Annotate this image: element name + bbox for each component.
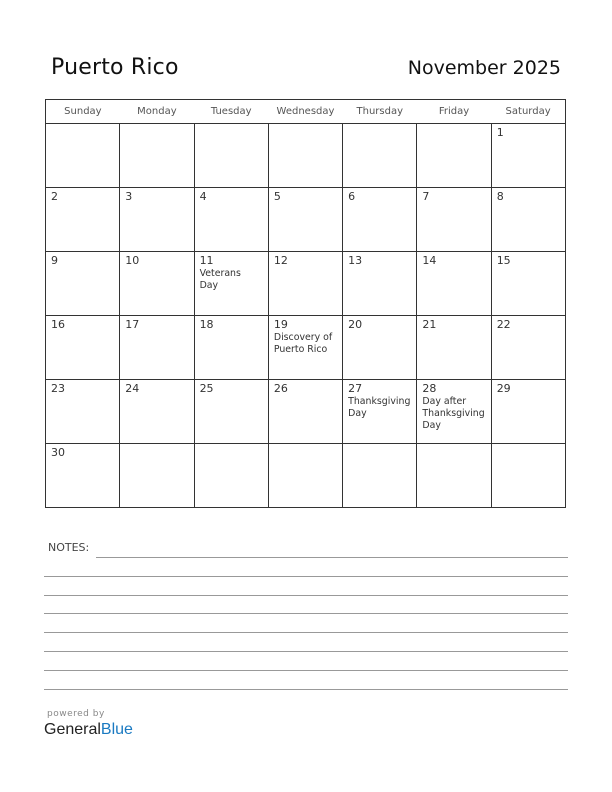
weekday-saturday: Saturday — [491, 100, 565, 124]
brand-general: General — [44, 721, 101, 738]
day-number: 13 — [348, 254, 363, 267]
holiday-label: Day — [348, 408, 367, 419]
calendar-day-cell — [194, 252, 268, 316]
powered-by-text: powered by — [47, 709, 105, 719]
calendar-day-cell — [120, 380, 194, 444]
calendar-grid — [45, 99, 566, 508]
weekday-wednesday: Wednesday — [268, 100, 342, 124]
notes-line — [44, 595, 568, 596]
day-number: 25 — [199, 382, 214, 395]
day-number: 26 — [273, 382, 288, 395]
calendar-week-row — [46, 316, 566, 380]
day-number: 14 — [422, 254, 437, 267]
day-number: 24 — [125, 382, 140, 395]
calendar-day-cell — [46, 188, 120, 252]
day-number: 12 — [273, 254, 288, 267]
calendar-day-cell — [491, 124, 565, 188]
calendar-day-cell — [343, 252, 417, 316]
day-number: 2 — [51, 190, 58, 203]
day-number: 21 — [422, 318, 437, 331]
calendar-week-row — [46, 444, 566, 508]
calendar-day-cell — [491, 444, 565, 508]
day-number: 10 — [125, 254, 140, 267]
holiday-label: Day — [199, 280, 219, 291]
calendar-day-cell — [268, 124, 342, 188]
calendar-day-cell — [46, 444, 120, 508]
weekday-friday: Friday — [417, 100, 491, 124]
day-number: 7 — [422, 190, 430, 203]
calendar-day-cell — [46, 124, 120, 188]
day-number: 20 — [348, 318, 363, 331]
calendar-day-cell — [343, 316, 417, 380]
calendar-day-cell — [417, 252, 491, 316]
day-number: 16 — [51, 318, 65, 331]
calendar-week-row — [46, 188, 566, 252]
calendar-day-cell — [268, 316, 342, 380]
holiday-label: Thanksgiving — [422, 408, 485, 419]
calendar-day-cell — [120, 188, 194, 252]
calendar-day-cell — [343, 188, 417, 252]
calendar-day-cell — [120, 444, 194, 508]
calendar-day-cell — [268, 252, 342, 316]
day-number: 5 — [273, 190, 281, 203]
notes-line — [44, 689, 568, 690]
calendar-day-cell — [417, 124, 491, 188]
day-number: 6 — [348, 190, 356, 203]
calendar-day-cell — [120, 252, 194, 316]
calendar-day-cell — [194, 124, 268, 188]
calendar-day-cell — [417, 380, 491, 444]
calendar-day-cell — [491, 380, 565, 444]
day-number: 3 — [125, 190, 133, 203]
calendar-week-row — [46, 380, 566, 444]
calendar-weeks — [46, 124, 566, 508]
notes-line — [44, 670, 568, 671]
holiday-label: Day after — [422, 396, 467, 407]
calendar-day-cell — [417, 316, 491, 380]
weekday-thursday: Thursday — [343, 100, 417, 124]
calendar-day-cell — [194, 188, 268, 252]
calendar-day-cell — [46, 380, 120, 444]
calendar-month-title: November 2025 — [407, 57, 561, 79]
day-number: 9 — [51, 254, 58, 267]
notes-line — [44, 651, 568, 652]
calendar-day-cell — [343, 444, 417, 508]
day-number: 17 — [125, 318, 140, 331]
calendar-day-cell — [194, 380, 268, 444]
day-number: 30 — [51, 446, 65, 459]
holiday-label: Thanksgiving — [348, 396, 411, 407]
day-number: 1 — [496, 126, 504, 139]
day-number: 23 — [51, 382, 65, 395]
calendar-day-cell — [491, 316, 565, 380]
calendar-day-cell — [268, 444, 342, 508]
weekday-sunday: Sunday — [46, 100, 120, 124]
calendar-day-cell — [194, 316, 268, 380]
notes-line — [44, 632, 568, 633]
calendar-day-cell — [46, 252, 120, 316]
weekday-header-row — [46, 100, 566, 124]
day-number: 22 — [496, 318, 511, 331]
day-number: 15 — [496, 254, 511, 267]
calendar-day-cell — [120, 316, 194, 380]
calendar-day-cell — [268, 188, 342, 252]
day-number: 19 — [273, 318, 288, 331]
calendar-day-cell — [343, 124, 417, 188]
notes-label: NOTES: — [48, 541, 90, 554]
holiday-label: Puerto Rico — [273, 344, 328, 355]
holiday-label: Day — [422, 420, 441, 431]
calendar-day-cell — [417, 444, 491, 508]
day-number: 29 — [496, 382, 511, 395]
notes-line — [96, 557, 568, 558]
calendar-day-cell — [46, 316, 120, 380]
weekday-tuesday: Tuesday — [194, 100, 268, 124]
day-number: 8 — [496, 190, 504, 203]
day-number: 4 — [199, 190, 207, 203]
holiday-label: Veterans — [199, 268, 241, 279]
notes-line — [44, 576, 568, 577]
notes-line — [44, 613, 568, 614]
day-number: 18 — [199, 318, 214, 331]
calendar-day-cell — [194, 444, 268, 508]
calendar-week-row — [46, 124, 566, 188]
calendar-day-cell — [417, 188, 491, 252]
calendar-day-cell — [268, 380, 342, 444]
weekday-monday: Monday — [120, 100, 194, 124]
calendar-day-cell — [491, 188, 565, 252]
holiday-label: Discovery of — [273, 332, 333, 343]
calendar-day-cell — [491, 252, 565, 316]
calendar-day-cell — [343, 380, 417, 444]
brand-blue: Blue — [100, 721, 133, 738]
day-number: 11 — [199, 254, 214, 267]
day-number: 27 — [348, 382, 363, 395]
brand-logo[interactable] — [44, 721, 133, 739]
calendar-week-row — [46, 252, 566, 316]
calendar-day-cell — [120, 124, 194, 188]
calendar-region-title: Puerto Rico — [51, 55, 179, 80]
day-number: 28 — [422, 382, 437, 395]
